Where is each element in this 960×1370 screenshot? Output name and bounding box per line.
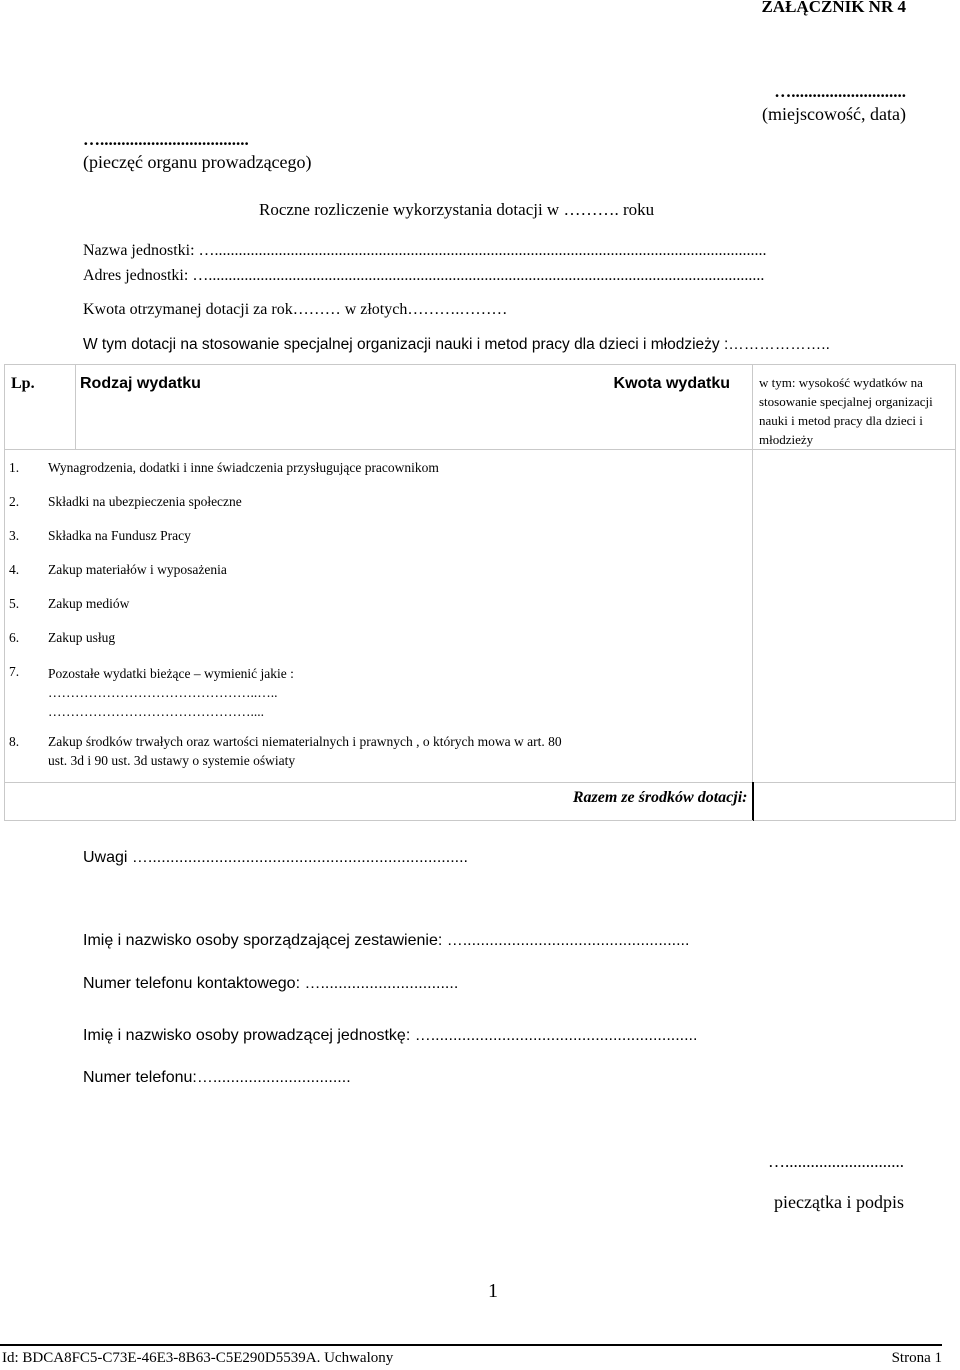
page-title: Roczne rozliczenie wykorzystania dotacji w ………. roku bbox=[259, 200, 655, 219]
total-label: Razem ze środków dotacji: bbox=[572, 789, 748, 806]
row-number: 3. bbox=[9, 528, 20, 543]
table-header-row bbox=[5, 365, 956, 450]
footer-page-label: Strona 1 bbox=[891, 1350, 942, 1366]
row-number: 5. bbox=[9, 596, 20, 611]
row-text: Składki na ubezpieczenia społeczne bbox=[48, 494, 242, 509]
row-dots-line: ………………………………………..….. bbox=[48, 685, 278, 700]
table-row bbox=[5, 494, 752, 528]
row-number: 1. bbox=[9, 460, 20, 475]
place-date-label: (miejscowość, data) bbox=[762, 104, 906, 124]
rows-cell bbox=[5, 450, 753, 783]
total-row bbox=[5, 783, 956, 821]
total-value-cell bbox=[753, 783, 956, 821]
attachment-label: ZAŁĄCZNIK NR 4 bbox=[761, 0, 906, 16]
col-type-label: Rodzaj wydatku bbox=[80, 375, 201, 392]
row-text: Pozostałe wydatki bieżące – wymienić jakie : bbox=[48, 666, 294, 681]
table-row bbox=[5, 562, 752, 596]
special-values-cell bbox=[753, 450, 956, 783]
unit-name-field: Nazwa jednostki: ….......................................................................................................................................... bbox=[83, 242, 767, 259]
row-text: Zakup środków trwałych oraz wartości niematerialnych i prawnych , o których mowa w art. 80 ust. 3d i 90 ust. 3d ustawy o systemie oświaty bbox=[48, 734, 562, 768]
head-phone-field: Numer telefonu:…............................... bbox=[83, 1069, 351, 1086]
table-row bbox=[5, 664, 752, 732]
row-text: Składka na Fundusz Pracy bbox=[48, 528, 191, 543]
table-row bbox=[5, 460, 752, 494]
address-field: Adres jednostki: …........................................................................................................................................... bbox=[83, 267, 765, 284]
row-number: 4. bbox=[9, 562, 20, 577]
row-dots-line: ……………………………………….... bbox=[48, 704, 264, 719]
head-name-field: Imię i nazwisko osoby prowadzącej jednostkę: …............................................................ bbox=[83, 1027, 698, 1044]
amount-field: Kwota otrzymanej dotacji za rok……… w złotych……….……… bbox=[83, 301, 508, 318]
row-text: Zakup mediów bbox=[48, 596, 130, 611]
col-lp-label: Lp. bbox=[11, 375, 35, 392]
table-body-row bbox=[5, 450, 956, 783]
page-number: 1 bbox=[488, 1280, 498, 1302]
row-number: 7. bbox=[9, 664, 20, 679]
table-row bbox=[5, 528, 752, 562]
col-special-label: w tym: wysokość wydatków na stosowanie specjalnej organizacji nauki i metod pracy dla dzieci i młodzieży bbox=[759, 375, 933, 447]
expenses-table bbox=[4, 364, 956, 821]
row-number: 8. bbox=[9, 734, 20, 749]
row-text: Wynagrodzenia, dodatki i inne świadczenia przysługujące pracownikom bbox=[48, 460, 439, 475]
col-lp-header bbox=[5, 365, 76, 450]
footer-id: Id: BDCA8FC5-C73E-46E3-8B63-C5E290D5539A. Uchwalony bbox=[2, 1350, 394, 1366]
col-special-header bbox=[753, 365, 956, 450]
prepared-by-field: Imię i nazwisko osoby sporządzającej zestawienie: …................................................... bbox=[83, 932, 690, 949]
stamp-dots: …................................... bbox=[83, 130, 249, 149]
row-number: 2. bbox=[9, 494, 20, 509]
row-text: Zakup materiałów i wyposażenia bbox=[48, 562, 227, 577]
signature-label: pieczątka i podpis bbox=[774, 1192, 904, 1212]
of-which-field: W tym dotacji na stosowanie specjalnej organizacji nauki i metod pracy dla dzieci i młodzieży :……………….. bbox=[83, 336, 830, 353]
total-label-cell bbox=[5, 783, 753, 821]
table-row bbox=[5, 596, 752, 630]
footer-divider bbox=[0, 1344, 942, 1346]
stamp-label: (pieczęć organu prowadzącego) bbox=[83, 152, 312, 172]
row-number: 6. bbox=[9, 630, 20, 645]
table-row bbox=[5, 630, 752, 664]
col-type-header bbox=[76, 365, 753, 450]
place-date-dots: …........................... bbox=[774, 82, 906, 101]
remarks-field: Uwagi …........................................................................ bbox=[83, 849, 468, 866]
table-row bbox=[5, 732, 752, 772]
signature-dots: …............................ bbox=[768, 1152, 904, 1171]
contact-phone-field: Numer telefonu kontaktowego: …............................... bbox=[83, 975, 459, 992]
row-text: Zakup usług bbox=[48, 630, 116, 645]
col-amount-label: Kwota wydatku bbox=[613, 375, 730, 392]
